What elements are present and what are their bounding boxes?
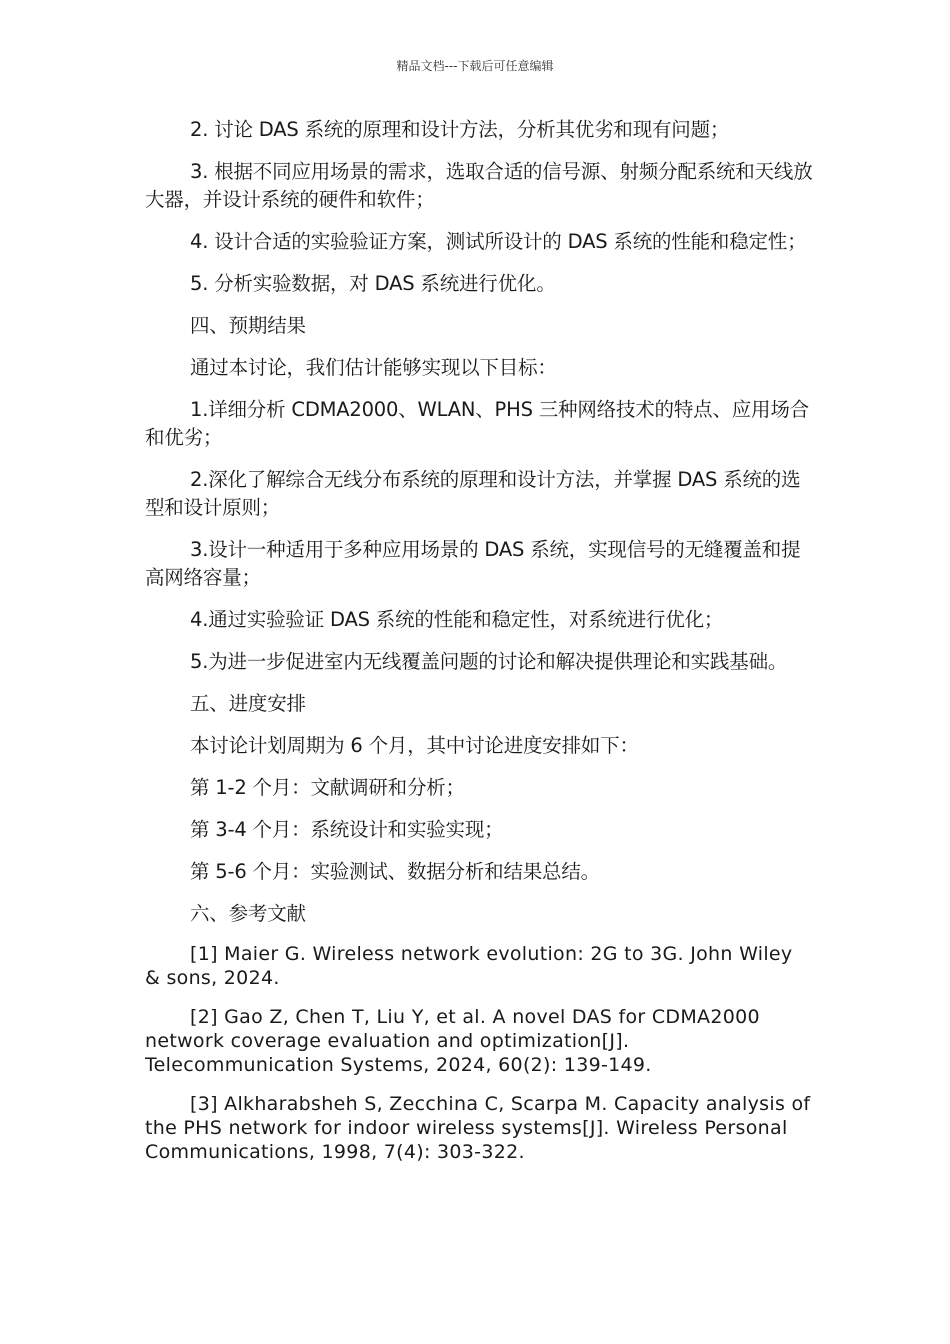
paragraph-goal-2: 2.深化了解综合无线分布系统的原理和设计方法，并掌握 DAS 系统的选型和设计原则；: [145, 468, 801, 519]
paragraph-objective-3: 3. 根据不同应用场景的需求，选取合适的信号源、射频分配系统和天线放大器，并设计系统的硬件和软件；: [145, 160, 813, 211]
paragraph-objective-4: 4. 设计合适的实验验证方案，测试所设计的 DAS 系统的性能和稳定性；: [190, 230, 807, 253]
reference-item-2: [2] Gao Z, Chen T, Liu Y, et al. A novel DAS for CDMA2000 network coverage evaluation and optimization[J]. Telecommunication Systems, 2024, 60(2): 139-149.: [145, 1006, 760, 1076]
schedule-item-months-1-2: 第 1-2 个月：文献调研和分析；: [190, 776, 465, 799]
paragraph-objective-5: 5. 分析实验数据，对 DAS 系统进行优化。: [190, 272, 556, 295]
paragraph-goal-3: 3.设计一种适用于多种应用场景的 DAS 系统，实现信号的无缝覆盖和提高网络容量；: [145, 538, 801, 589]
section-heading-schedule: 五、进度安排: [190, 692, 306, 715]
reference-item-3: [3] Alkharabsheh S, Zecchina C, Scarpa M. Capacity analysis of the PHS network for indoor wireless systems[J]. Wireless Personal Communications, 1998, 7(4): 303-322.: [145, 1093, 811, 1163]
paragraph-goals-intro: 通过本讨论，我们估计能够实现以下目标：: [190, 356, 557, 379]
section-heading-expected-results: 四、预期结果: [190, 314, 306, 337]
reference-item-1: [1] Maier G. Wireless network evolution: 2G to 3G. John Wiley & sons, 2024.: [145, 943, 793, 989]
paragraph-goal-1: 1.详细分析 CDMA2000、WLAN、PHS 三种网络技术的特点、应用场合和优劣；: [145, 398, 809, 449]
paragraph-goal-4: 4.通过实验验证 DAS 系统的性能和稳定性，对系统进行优化；: [190, 608, 724, 631]
paragraph-goal-5: 5.为进一步促进室内无线覆盖问题的讨论和解决提供理论和实践基础。: [190, 650, 788, 673]
paragraph-schedule-intro: 本讨论计划周期为 6 个月，其中讨论进度安排如下：: [190, 734, 639, 757]
section-heading-references: 六、参考文献: [190, 902, 306, 925]
page-header: 精品文档---下载后可任意编辑: [396, 59, 554, 73]
schedule-item-months-5-6: 第 5-6 个月：实验测试、数据分析和结果总结。: [190, 860, 600, 883]
schedule-item-months-3-4: 第 3-4 个月：系统设计和实验实现；: [190, 818, 504, 841]
paragraph-objective-2: 2. 讨论 DAS 系统的原理和设计方法，分析其优劣和现有问题；: [190, 118, 730, 141]
document-body: [145, 116, 813, 1179]
